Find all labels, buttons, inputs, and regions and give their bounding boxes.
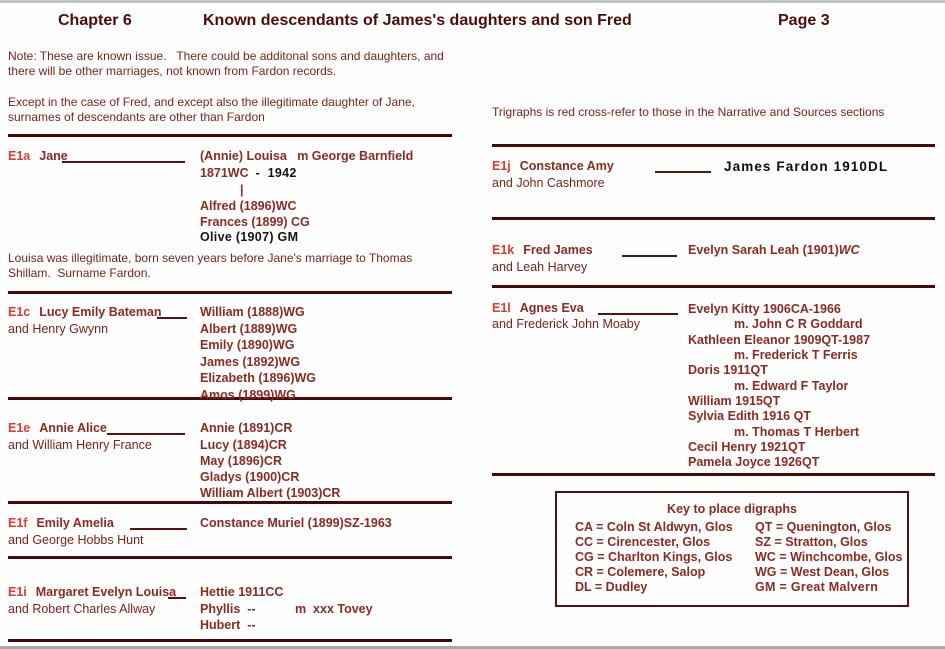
descendant-e1a-2-death-annotation: - 1942 bbox=[255, 166, 297, 180]
divider-right-3 bbox=[492, 285, 935, 288]
descendant-e1c-4: James (1892)WG bbox=[200, 355, 301, 369]
trigraph-e1a: E1a bbox=[8, 149, 31, 163]
descendant-e1a-5-annotation: Olive (1907) GM bbox=[200, 230, 299, 244]
descendant-e1c-5: Elizabeth (1896)WG bbox=[200, 371, 316, 385]
descendant-e1k-1-name: Evelyn Sarah Leah (1901) bbox=[688, 243, 839, 257]
person-name-e1j: Constance Amy bbox=[519, 159, 614, 173]
descendant-e1e-5: William Albert (1903)CR bbox=[200, 486, 341, 500]
trigraph-e1e: E1e bbox=[8, 421, 31, 435]
family-connector-e1k bbox=[622, 255, 677, 257]
key-entry-ca: CA = Coln St Aldwyn, Glos bbox=[575, 520, 733, 534]
descendant-e1f-1: Constance Muriel (1899)SZ-1963 bbox=[200, 516, 392, 530]
spouse-e1e: and William Henry France bbox=[8, 438, 152, 452]
section-heading-e1f bbox=[8, 517, 114, 531]
section-heading-e1a bbox=[8, 150, 68, 164]
descendant-e1l-8: Sylvia Edith 1916 QT bbox=[688, 409, 811, 423]
family-connector-e1l bbox=[598, 313, 678, 315]
key-entry-cc: CC = Cirencester, Glos bbox=[575, 535, 711, 549]
trigraph-e1l: E1l bbox=[492, 301, 511, 315]
divider-left-2 bbox=[8, 291, 452, 294]
trigraph-e1f: E1f bbox=[8, 516, 28, 530]
spouse-e1c: and Henry Gwynn bbox=[8, 322, 109, 336]
trigraph-e1c: E1c bbox=[8, 305, 31, 319]
page-title: Known descendants of James's daughters and son Fred bbox=[203, 12, 632, 29]
spouse-e1l: and Frederick John Moaby bbox=[492, 317, 640, 331]
descendant-e1i-3: Hubert -- bbox=[200, 618, 256, 632]
descendant-e1k-1-digraph: WC bbox=[838, 243, 860, 257]
note-surnames-line1: Except in the case of Fred, and except also the illegitimate daughter of Jane, bbox=[8, 95, 415, 109]
note-louisa-line1: Louisa was illegitimate, born seven years before Jane's marriage to Thomas bbox=[8, 251, 413, 265]
key-entry-sz: SZ = Stratton, Glos bbox=[755, 535, 868, 549]
descendant-e1l-3: Kathleen Eleanor 1909QT-1987 bbox=[688, 333, 871, 347]
person-name-e1i: Margaret Evelyn Louisa bbox=[35, 585, 177, 599]
descendant-e1l-10: Cecil Henry 1921QT bbox=[688, 440, 806, 454]
note-known-issue-line1: Note: These are known issue. There could be additonal sons and daughters, and bbox=[8, 49, 444, 63]
scan-edge-top bbox=[0, 0, 945, 3]
descendant-e1l-5: Doris 1911QT bbox=[688, 363, 768, 377]
note-known-issue-line2: there will be other marriages, not known from Fardon records. bbox=[8, 64, 337, 78]
chapter-label: Chapter 6 bbox=[58, 12, 132, 29]
descendant-e1e-2: Lucy (1894)CR bbox=[200, 438, 287, 452]
key-box bbox=[555, 491, 909, 607]
descendant-e1a-4: Frances (1899) CG bbox=[200, 215, 310, 229]
person-name-e1k: Fred James bbox=[523, 243, 593, 257]
section-heading-e1k bbox=[492, 244, 593, 258]
family-connector-e1j bbox=[655, 171, 711, 173]
section-heading-e1i bbox=[8, 586, 176, 600]
descendant-e1e-4: Gladys (1900)CR bbox=[200, 470, 300, 484]
family-connector-e1e bbox=[107, 433, 185, 435]
divider-left-5 bbox=[8, 556, 452, 559]
person-name-e1e: Annie Alice bbox=[39, 421, 107, 435]
family-connector-e1f bbox=[130, 528, 187, 530]
trigraph-e1k: E1k bbox=[492, 243, 515, 257]
descendant-e1l-4: m. Frederick T Ferris bbox=[734, 348, 858, 362]
page-number: Page 3 bbox=[778, 12, 830, 29]
descendant-e1e-1: Annie (1891)CR bbox=[200, 421, 293, 435]
descendant-e1c-1: William (1888)WG bbox=[200, 305, 305, 319]
divider-right-1 bbox=[492, 144, 935, 147]
family-connector-e1c bbox=[157, 317, 187, 319]
descendant-e1a-3: Alfred (1896)WC bbox=[200, 199, 297, 213]
descendant-e1a-2-dates: 1871WC bbox=[200, 166, 249, 180]
descendant-e1a-1: (Annie) Louisa m George Barnfield bbox=[200, 149, 414, 163]
person-name-e1l: Agnes Eva bbox=[519, 301, 584, 315]
descendant-e1c-6: Amos (1899)WG bbox=[200, 388, 296, 402]
descendant-e1l-1: Evelyn Kitty 1906CA-1966 bbox=[688, 302, 841, 316]
divider-right-4 bbox=[492, 473, 935, 476]
key-entry-wg: WG = West Dean, Glos bbox=[755, 565, 890, 579]
tree-branch-bar: | bbox=[240, 183, 244, 197]
descendant-e1e-3: May (1896)CR bbox=[200, 454, 282, 468]
trigraph-e1i: E1i bbox=[8, 585, 27, 599]
key-title: Key to place digraphs bbox=[667, 502, 797, 516]
descendant-e1i-2: Phyllis -- bbox=[200, 602, 256, 616]
section-heading-e1j bbox=[492, 160, 614, 174]
key-entry-cr: CR = Colemere, Salop bbox=[575, 565, 706, 579]
key-entry-gm-annotation: GM = Great Malvern bbox=[755, 580, 879, 594]
descendant-e1i-marriage: m xxx Tovey bbox=[295, 602, 373, 616]
descendant-e1c-3: Emily (1890)WG bbox=[200, 338, 295, 352]
person-name-e1a: Jane bbox=[39, 149, 68, 163]
descendant-e1l-2: m. John C R Goddard bbox=[734, 317, 863, 331]
descendant-e1c-2: Albert (1889)WG bbox=[200, 322, 298, 336]
descendant-e1l-7: William 1915QT bbox=[688, 394, 781, 408]
family-connector-e1i bbox=[168, 597, 186, 599]
descendant-e1i-1: Hettie 1911CC bbox=[200, 585, 284, 599]
section-heading-e1c bbox=[8, 306, 162, 320]
descendant-e1l-11: Pamela Joyce 1926QT bbox=[688, 455, 820, 469]
section-heading-e1l bbox=[492, 302, 584, 316]
trigraph-e1j: E1j bbox=[492, 159, 511, 173]
spouse-e1j: and John Cashmore bbox=[492, 176, 605, 190]
person-name-e1c: Lucy Emily Bateman bbox=[39, 305, 162, 319]
note-louisa-line2: Shillam. Surname Fardon. bbox=[8, 266, 151, 280]
key-entry-cg: CG = Charlton Kings, Glos bbox=[575, 550, 733, 564]
descendant-e1l-6: m. Edward F Taylor bbox=[734, 379, 849, 393]
divider-left-4 bbox=[8, 501, 452, 504]
divider-left-1 bbox=[8, 134, 452, 137]
key-entry-dl: DL = Dudley bbox=[575, 580, 648, 594]
family-connector-e1a bbox=[62, 161, 185, 163]
descendant-e1l-9: m. Thomas T Herbert bbox=[734, 425, 860, 439]
section-heading-e1e bbox=[8, 422, 107, 436]
key-entry-qt: QT = Quenington, Glos bbox=[755, 520, 892, 534]
descendant-e1a-2 bbox=[200, 167, 297, 181]
divider-right-2 bbox=[492, 217, 935, 220]
spouse-e1i: and Robert Charles Allway bbox=[8, 602, 156, 616]
person-name-e1f: Emily Amelia bbox=[36, 516, 114, 530]
descendant-e1j-annotation: James Fardon 1910DL bbox=[724, 159, 889, 174]
spouse-e1f: and George Hobbs Hunt bbox=[8, 533, 144, 547]
note-surnames-line2: surnames of descendants are other than Fardon bbox=[8, 110, 265, 124]
spouse-e1k: and Leah Harvey bbox=[492, 260, 588, 274]
key-entry-wc: WC = Winchcombe, Glos bbox=[755, 550, 903, 564]
note-trigraphs: Trigraphs is red cross-refer to those in the Narrative and Sources sections bbox=[492, 105, 885, 119]
descendant-e1k-1 bbox=[688, 244, 860, 258]
divider-left-6 bbox=[8, 639, 452, 642]
